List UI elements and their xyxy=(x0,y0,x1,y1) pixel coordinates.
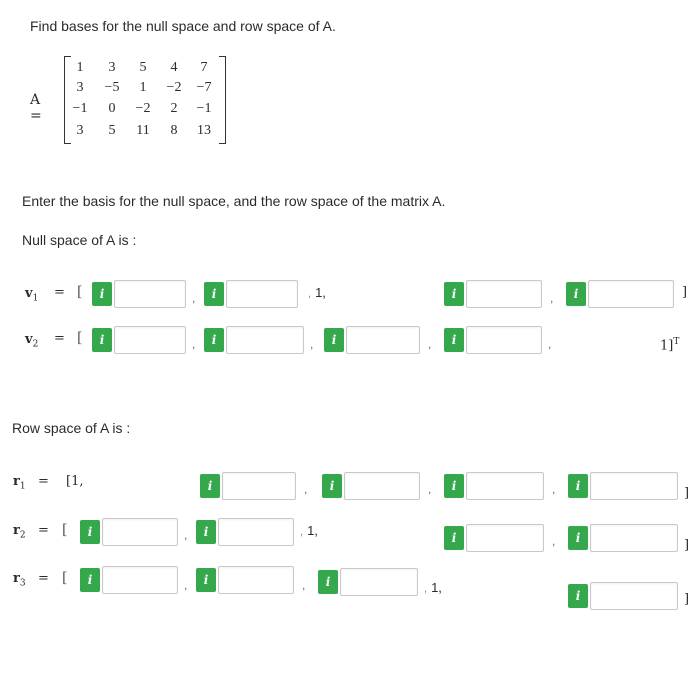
separator: , xyxy=(428,482,432,496)
r2-entry-4 xyxy=(568,524,678,552)
v1-entry-2 xyxy=(204,280,298,308)
info-icon[interactable]: i xyxy=(444,474,464,498)
v1-entry-4 xyxy=(566,280,674,308)
info-icon[interactable]: i xyxy=(196,520,216,544)
matrix-cell: 0 xyxy=(108,101,116,116)
matrix-cell: 7 xyxy=(200,60,208,75)
r1-close-bracket: ] xyxy=(684,486,690,501)
r1-input-1[interactable] xyxy=(222,472,296,500)
matrix-cell: −1 xyxy=(72,101,88,116)
matrix-cell: −5 xyxy=(104,80,120,95)
row-space-heading: Row space of A is : xyxy=(12,420,131,436)
info-icon[interactable]: i xyxy=(204,328,224,352)
info-icon[interactable]: i xyxy=(444,328,464,352)
r3-input-3[interactable] xyxy=(340,568,418,596)
matrix-label: A = xyxy=(30,92,42,124)
v2-equals: = xyxy=(54,331,65,346)
info-icon[interactable]: i xyxy=(318,570,338,594)
r2-label: $r_2$ xyxy=(13,523,26,541)
info-icon[interactable]: i xyxy=(568,474,588,498)
r1-prefix: [1, xyxy=(66,474,84,489)
r2-input-2[interactable] xyxy=(218,518,294,546)
info-icon[interactable]: i xyxy=(322,474,342,498)
matrix-cell: 1 xyxy=(76,60,84,75)
v1-label: $v_1$ xyxy=(25,286,39,304)
matrix-cell: 8 xyxy=(170,123,178,138)
v1-close-bracket: ] xyxy=(682,285,688,300)
info-icon[interactable]: i xyxy=(568,584,588,608)
matrix-cell: 3 xyxy=(108,60,116,75)
separator: , xyxy=(550,291,554,305)
info-icon[interactable]: i xyxy=(196,568,216,592)
r3-input-1[interactable] xyxy=(102,566,178,594)
r3-equals: = xyxy=(38,571,49,586)
r3-entry-3 xyxy=(318,568,418,596)
r3-entry-4 xyxy=(568,582,678,610)
matrix-cell: 1 xyxy=(139,80,147,95)
r2-entry-2 xyxy=(196,518,294,546)
v1-input-1[interactable] xyxy=(114,280,186,308)
separator: , xyxy=(192,291,196,305)
matrix-cell: −2 xyxy=(135,101,151,116)
r2-entry-1 xyxy=(80,518,178,546)
matrix-cell: 5 xyxy=(108,123,116,138)
info-icon[interactable]: i xyxy=(444,282,464,306)
r1-entry-4 xyxy=(568,472,678,500)
matrix-cell: 5 xyxy=(139,60,147,75)
r3-fixed-value: , 1, xyxy=(424,580,442,595)
separator: , xyxy=(304,482,308,496)
info-icon[interactable]: i xyxy=(568,526,588,550)
v1-entry-1 xyxy=(92,280,186,308)
info-icon[interactable]: i xyxy=(324,328,344,352)
r2-entry-3 xyxy=(444,524,544,552)
separator: , xyxy=(428,337,432,351)
matrix-cell: 13 xyxy=(197,123,211,138)
r3-entry-1 xyxy=(80,566,178,594)
info-icon[interactable]: i xyxy=(444,526,464,550)
r1-label: $r_1$ xyxy=(13,474,26,492)
v1-input-4[interactable] xyxy=(588,280,674,308)
v2-entry-2 xyxy=(204,326,304,354)
info-icon[interactable]: i xyxy=(80,520,100,544)
r2-equals: = xyxy=(38,523,49,538)
r1-input-4[interactable] xyxy=(590,472,678,500)
v2-entry-4 xyxy=(444,326,542,354)
separator: , xyxy=(552,482,556,496)
v1-entry-3 xyxy=(444,280,542,308)
info-icon[interactable]: i xyxy=(204,282,224,306)
info-icon[interactable]: i xyxy=(200,474,220,498)
v2-entry-3 xyxy=(324,326,420,354)
v2-entry-1 xyxy=(92,326,186,354)
v1-input-3[interactable] xyxy=(466,280,542,308)
r3-open-bracket: [ xyxy=(62,570,68,586)
null-space-heading: Null space of A is : xyxy=(22,232,137,248)
info-icon[interactable]: i xyxy=(92,282,112,306)
r1-input-3[interactable] xyxy=(466,472,544,500)
matrix-right-bracket xyxy=(219,56,226,144)
r1-equals: = xyxy=(38,474,49,489)
r2-input-4[interactable] xyxy=(590,524,678,552)
instruction-text: Enter the basis for the null space, and the row space of the matrix A. xyxy=(22,193,446,209)
question-text: Find bases for the null space and row space of A. xyxy=(30,18,336,34)
r3-input-2[interactable] xyxy=(218,566,294,594)
v2-open-bracket: [ xyxy=(77,330,83,346)
r2-open-bracket: [ xyxy=(62,522,68,538)
v2-close: 1]$^T$ xyxy=(660,337,680,354)
v1-fixed-value: , 1, xyxy=(308,285,326,300)
matrix-cell: −2 xyxy=(166,80,182,95)
matrix-cell: 3 xyxy=(76,80,84,95)
r2-input-3[interactable] xyxy=(466,524,544,552)
separator: , xyxy=(302,578,306,592)
r3-label: $r_3$ xyxy=(13,571,26,589)
v1-input-2[interactable] xyxy=(226,280,298,308)
r3-close-bracket: ] xyxy=(684,592,690,607)
matrix-cell: −1 xyxy=(196,101,212,116)
r1-entry-2 xyxy=(322,472,420,500)
info-icon[interactable]: i xyxy=(80,568,100,592)
v2-label: $v_2$ xyxy=(25,332,39,350)
separator: , xyxy=(184,528,188,542)
r3-entry-2 xyxy=(196,566,294,594)
matrix-cell: 3 xyxy=(76,123,84,138)
separator: , xyxy=(192,337,196,351)
matrix-cell: −7 xyxy=(196,80,212,95)
separator: , xyxy=(184,578,188,592)
r3-input-4[interactable] xyxy=(590,582,678,610)
r1-entry-1 xyxy=(200,472,296,500)
r2-close-bracket: ] xyxy=(684,538,690,553)
r2-input-1[interactable] xyxy=(102,518,178,546)
v2-input-4[interactable] xyxy=(466,326,542,354)
separator: , xyxy=(548,337,552,351)
v1-open-bracket: [ xyxy=(77,284,83,300)
matrix-cell: 2 xyxy=(170,101,178,116)
info-icon[interactable]: i xyxy=(566,282,586,306)
v1-equals: = xyxy=(54,285,65,300)
r1-input-2[interactable] xyxy=(344,472,420,500)
info-icon[interactable]: i xyxy=(92,328,112,352)
r1-entry-3 xyxy=(444,472,544,500)
v2-input-3[interactable] xyxy=(346,326,420,354)
matrix-cell: 4 xyxy=(170,60,178,75)
r2-fixed-value: , 1, xyxy=(300,523,318,538)
separator: , xyxy=(310,337,314,351)
v2-input-2[interactable] xyxy=(226,326,304,354)
separator: , xyxy=(552,534,556,548)
matrix-cell: 11 xyxy=(136,123,150,138)
v2-input-1[interactable] xyxy=(114,326,186,354)
